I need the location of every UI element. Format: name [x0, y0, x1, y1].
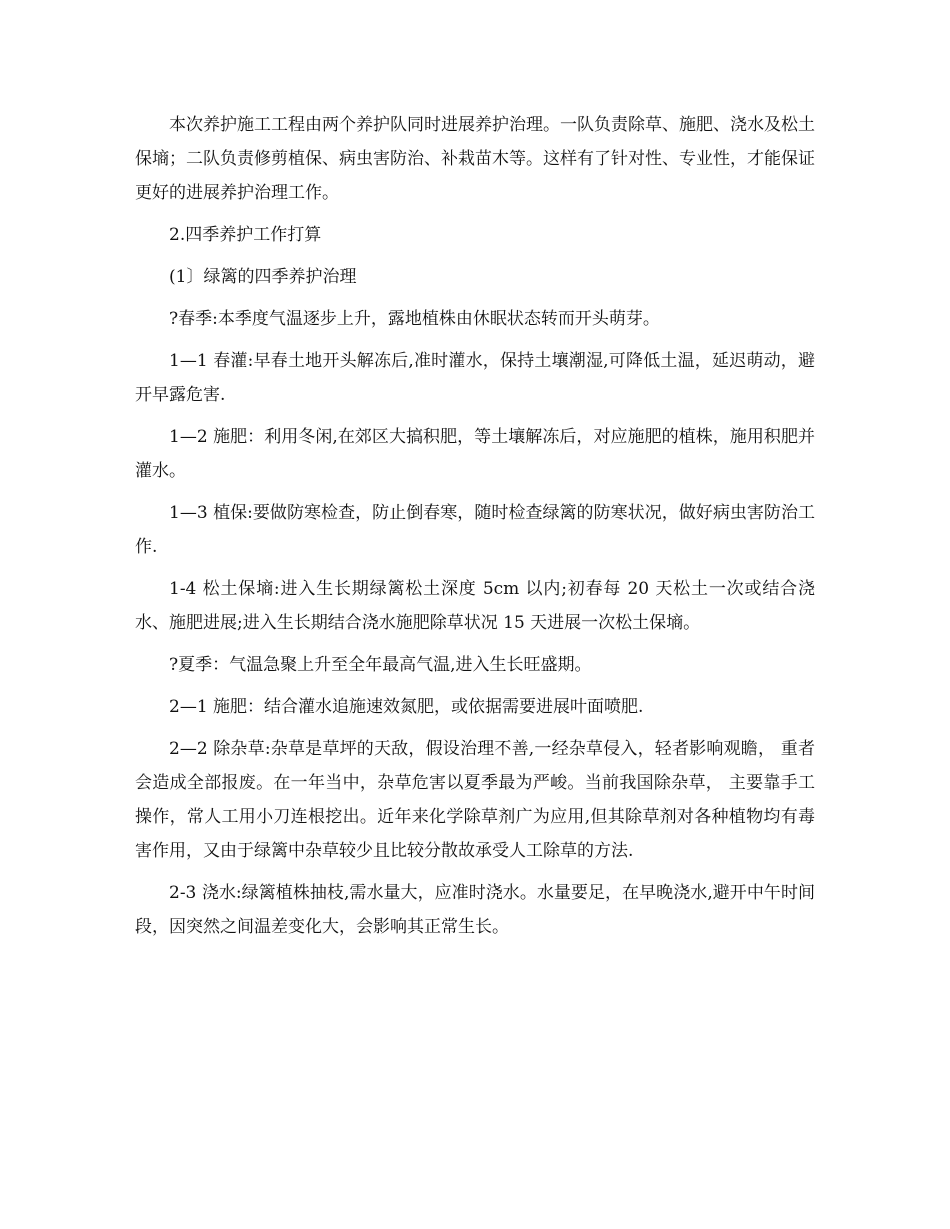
paragraph-spring-plant-protection: 1—3 植保:要做防寒检查，防止倒春寒，随时检查绿篱的防寒状况，做好病虫害防治工作. — [135, 503, 815, 557]
paragraph-spring-fertilizing: 1—2 施肥：利用冬闲,在郊区大搞积肥，等土壤解冻后，对应施肥的植株，施用积肥并灌水。 — [135, 427, 815, 481]
paragraph-spring-irrigation: 1—1 春灌:早春土地开头解冻后,准时灌水，保持土壤潮湿,可降低土温，延迟萌动，避开早露危害. — [135, 351, 815, 405]
section-heading-seasonal-plan: 2.四季养护工作打算 — [169, 225, 322, 245]
paragraph-summer-fertilizing: 2—1 施肥：结合灌水追施速效氮肥，或依据需要进展叶面喷肥. — [169, 697, 644, 717]
paragraph-intro: 本次养护施工工程由两个养护队同时进展养护治理。一队负责除草、施肥、浇水及松土保墒；二队负责修剪植保、病虫害防治、补栽苗木等。这样有了针对性、专业性，才能保证更好的进展养护治理工作。 — [135, 115, 815, 203]
paragraph-summer-weeding: 2—2 除杂草:杂草是草坪的天敌，假设治理不善,一经杂草侵入，轻者影响观瞻， 重者会造成全部报废。在一年当中，杂草危害以夏季最为严峻。当前我国除杂草， 主要靠手工操作，常人工用小刀连根挖出。近年来化学除草剂广为应用,但其除草剂对各种植物均有毒害作用，又由于绿篱中杂草较少且比较分散故承受人工除草的方法. — [135, 739, 815, 861]
paragraph-spring: ?春季:本季度气温逐步上升，露地植株由休眠状态转而开头萌芽。 — [169, 309, 660, 329]
subsection-heading-hedge-care: (1〕绿篱的四季养护治理 — [169, 267, 357, 287]
paragraph-summer: ?夏季：气温急聚上升至全年最高气温,进入生长旺盛期。 — [169, 655, 592, 675]
paragraph-summer-watering: 2-3 浇水:绿篱植株抽枝,需水量大，应准时浇水。水量要足，在早晚浇水,避开中午时间段，因突然之间温差变化大，会影响其正常生长。 — [135, 883, 815, 937]
paragraph-spring-soil-loosening: 1-4 松土保墒:进入生长期绿篱松土深度 5cm 以内;初春每 20 天松土一次或结合浇水、施肥进展;进入生长期结合浇水施肥除草状况 15 天进展一次松土保墒。 — [135, 579, 815, 633]
document-body — [135, 108, 815, 944]
